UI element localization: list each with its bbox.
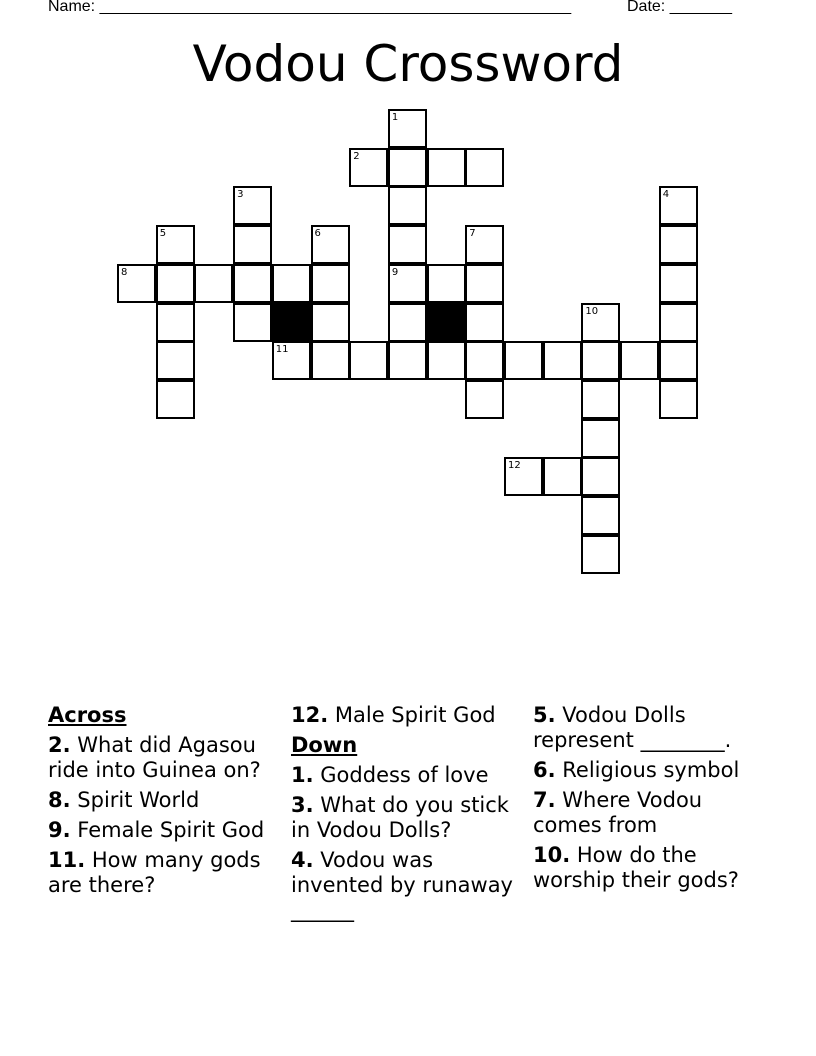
clue-number: 8	[121, 266, 128, 278]
clue-down-4: 4. Vodou was invented by runaway ______	[291, 848, 513, 922]
grid-cell[interactable]	[156, 341, 195, 380]
grid-cell[interactable]	[543, 341, 582, 380]
grid-cell[interactable]	[659, 264, 698, 303]
grid-cell[interactable]	[349, 148, 388, 187]
clue-number: 7	[469, 228, 476, 240]
grid-cell[interactable]	[659, 303, 698, 342]
grid-cell[interactable]	[581, 457, 620, 496]
page-title: Vodou Crossword	[192, 35, 624, 93]
grid-cell[interactable]	[427, 148, 466, 187]
grid-cell[interactable]	[581, 496, 620, 535]
grid-cell[interactable]	[233, 264, 272, 303]
grid-cell[interactable]	[272, 341, 311, 380]
grid-cell[interactable]	[194, 264, 233, 303]
grid-cell[interactable]	[581, 303, 620, 342]
grid-cell[interactable]	[388, 225, 427, 264]
grid-cell[interactable]	[465, 264, 504, 303]
grid-cell[interactable]	[156, 225, 195, 264]
grid-cell[interactable]	[427, 341, 466, 380]
black-cell	[272, 303, 311, 342]
grid-cell[interactable]	[272, 264, 311, 303]
grid-cell[interactable]	[233, 186, 272, 225]
grid-cell[interactable]	[659, 225, 698, 264]
clue-number: 6	[314, 228, 321, 240]
clue-down-7: 7. Where Vodou comes from	[533, 788, 703, 837]
clue-number: 1	[391, 112, 399, 123]
grid-cell[interactable]	[659, 341, 698, 380]
date-line: Date: _______	[627, 0, 732, 15]
grid-cell[interactable]	[504, 341, 543, 380]
grid-cell[interactable]	[465, 303, 504, 342]
grid-cell[interactable]	[388, 264, 427, 303]
grid-cell[interactable]	[388, 341, 427, 380]
grid-cell[interactable]	[233, 303, 272, 342]
clue-down-10: 10. How do the worship their gods?	[533, 843, 739, 892]
grid-cell[interactable]	[156, 380, 195, 419]
grid-cell[interactable]	[311, 303, 350, 342]
clue-column-1	[48, 703, 283, 903]
grid-cell[interactable]	[465, 225, 504, 264]
clue-down-6: 6. Religious symbol	[533, 758, 740, 782]
clue-down-1: 1. Goddess of love	[291, 763, 489, 787]
grid-cell[interactable]	[504, 457, 543, 496]
grid-cell[interactable]	[388, 148, 427, 187]
grid-cell[interactable]	[465, 380, 504, 419]
clue-across-12: 12. Male Spirit God	[291, 703, 496, 727]
grid-cell[interactable]	[581, 419, 620, 458]
clue-across-8: 8. Spirit World	[48, 788, 200, 812]
grid-cell[interactable]	[388, 303, 427, 342]
clue-number: 9	[391, 266, 399, 278]
grid-cell[interactable]	[659, 380, 698, 419]
grid-cell[interactable]	[311, 341, 350, 380]
clue-number: 2	[353, 150, 360, 162]
grid-cell[interactable]	[465, 148, 504, 187]
clue-number: 11	[275, 344, 289, 356]
grid-cell[interactable]	[427, 264, 466, 303]
clue-down-3: 3. What do you stick in Vodou Dolls?	[291, 793, 509, 842]
clue-across-11: 11. How many gods are there?	[48, 848, 261, 897]
grid-cell[interactable]	[581, 380, 620, 419]
grid-cell[interactable]	[311, 264, 350, 303]
clue-number: 12	[508, 460, 521, 472]
clue-across-9: 9. Female Spirit God	[48, 818, 265, 842]
clue-column-2	[291, 703, 526, 928]
across-heading: Across	[48, 703, 127, 727]
grid-cell[interactable]	[659, 186, 698, 225]
grid-cell[interactable]	[349, 341, 388, 380]
clue-number: 5	[159, 228, 167, 240]
grid-cell[interactable]	[620, 341, 659, 380]
grid-cell[interactable]	[543, 457, 582, 496]
name-line: Name: _____________________________________________________	[48, 0, 572, 15]
down-heading: Down	[291, 733, 358, 757]
clue-number: 10	[585, 305, 599, 317]
clue-down-5: 5. Vodou Dolls represent ________.	[533, 703, 732, 752]
grid-cell[interactable]	[465, 341, 504, 380]
grid-cell[interactable]	[156, 303, 195, 342]
clue-number: 4	[662, 189, 670, 201]
grid-cell[interactable]	[156, 264, 195, 303]
grid-cell[interactable]	[581, 535, 620, 574]
clue-column-3	[533, 703, 768, 898]
clue-across-2: 2. What did Agasou ride into Guinea on?	[48, 733, 261, 782]
grid-cell[interactable]	[233, 225, 272, 264]
black-cell	[427, 303, 466, 342]
grid-cell[interactable]	[388, 109, 427, 148]
grid-cell[interactable]	[388, 186, 427, 225]
grid-cell[interactable]	[117, 264, 156, 303]
clue-number: 3	[237, 189, 244, 201]
grid-cell[interactable]	[581, 341, 620, 380]
grid-cell[interactable]	[311, 225, 350, 264]
